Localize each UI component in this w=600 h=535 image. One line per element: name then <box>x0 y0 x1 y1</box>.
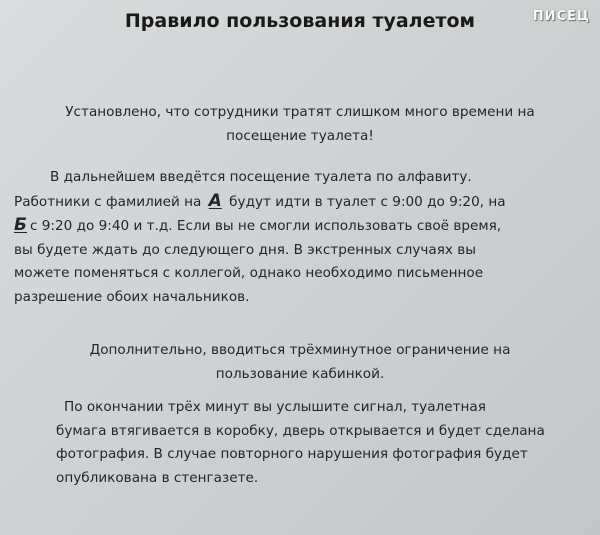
paragraph-schedule <box>14 166 594 309</box>
paragraph-consequences <box>56 396 596 490</box>
paragraph-line <box>14 214 594 239</box>
paragraph-line: пользование кабинкой. <box>215 365 385 382</box>
line-text: с 9:20 до 9:40 и т.д. Если вы не смогли использовать своё время, <box>29 218 502 234</box>
paragraph-line: можете поменяться с коллегой, однако необходимо письменное <box>14 265 484 281</box>
paragraph-time-limit <box>0 339 600 386</box>
paragraph-line: Дополнительно, вводиться трёхминутное ограничение на <box>89 342 511 358</box>
paragraph-line: В дальнейшем введётся посещение туалета по алфавиту. <box>50 169 472 185</box>
page-title: Правило пользования туалетом <box>124 10 476 32</box>
paragraph-line: бумага втягивается в коробку, дверь открывается и будет сделана <box>56 422 545 439</box>
paragraph-line: фотография. В случае повторного нарушения фотография будет <box>56 446 528 462</box>
paragraph-line: разрешение обоих начальников. <box>14 288 250 305</box>
paragraph-line: Установлено, что сотрудники тратят слишком много времени на <box>65 104 535 120</box>
paragraph-line <box>14 190 594 215</box>
line-text: Работники с фамилией на <box>14 193 202 210</box>
letter-b: Б <box>14 215 27 235</box>
paragraph-line: посещение туалета! <box>226 127 374 144</box>
paragraph-line: вы будете ждать до следующего дня. В экстренных случаях вы <box>14 241 477 258</box>
site-watermark: ПИСЕЦ <box>532 9 590 24</box>
paragraph-line: По окончании трёх минут вы услышите сигнал, туалетная <box>64 399 486 415</box>
letter-a: А <box>208 190 222 211</box>
line-text: будут идти в туалет с 9:00 до 9:20, на <box>229 193 506 210</box>
paragraph-intro <box>0 101 600 148</box>
paragraph-line: опубликована в стенгазете. <box>56 469 259 486</box>
